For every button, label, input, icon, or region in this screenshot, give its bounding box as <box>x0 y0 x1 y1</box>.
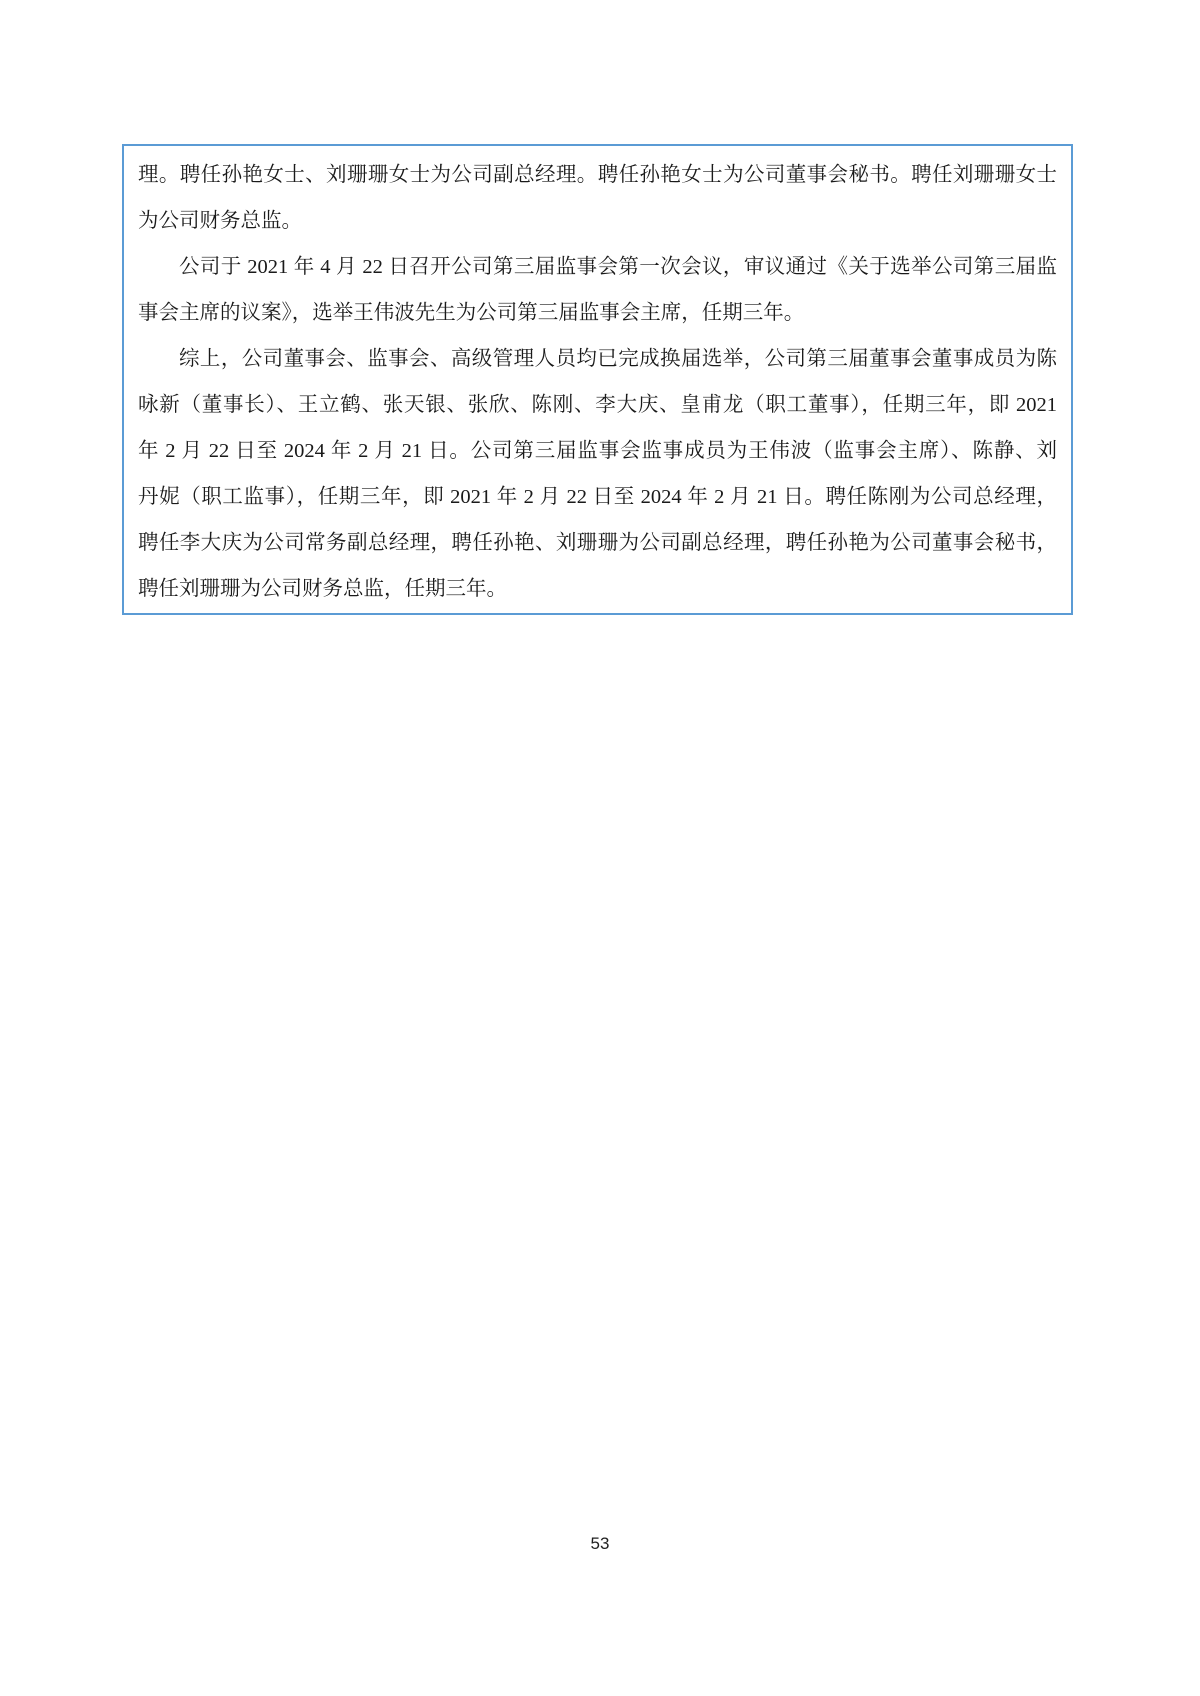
page-number: 53 <box>590 1534 610 1553</box>
text-line: 咏新（董事长）、王立鹤、张天银、张欣、陈刚、李大庆、皇甫龙（职工董事），任期三年，即 2021 <box>138 394 1057 416</box>
text-line: 丹妮（职工监事），任期三年，即 2021 年 2 月 22 日至 2024 年 2 月 21 日。聘任陈刚为公司总经理， <box>138 486 1057 508</box>
text-line: 事会主席的议案》，选举王伟波先生为公司第三届监事会主席，任期三年。 <box>138 302 805 324</box>
text-line: 理。聘任孙艳女士、刘珊珊女士为公司副总经理。聘任孙艳女士为公司董事会秘书。聘任刘珊珊女士 <box>138 164 1057 186</box>
text-line: 为公司财务总监。 <box>138 210 302 232</box>
paragraph-supervisory-meeting <box>138 244 1057 336</box>
paragraph-summary <box>138 336 1057 612</box>
text-line: 聘任刘珊珊为公司财务总监，任期三年。 <box>138 578 507 600</box>
text-line: 聘任李大庆为公司常务副总经理，聘任孙艳、刘珊珊为公司副总经理，聘任孙艳为公司董事会秘书， <box>138 532 1057 554</box>
paragraph-continuation <box>138 152 1057 244</box>
text-line: 公司于 2021 年 4 月 22 日召开公司第三届监事会第一次会议，审议通过《关于选举公司第三届监 <box>179 256 1057 278</box>
text-line: 年 2 月 22 日至 2024 年 2 月 21 日。公司第三届监事会监事成员为王伟波（监事会主席）、陈静、刘 <box>138 440 1057 462</box>
bordered-text-box <box>122 144 1073 615</box>
text-line: 综上，公司董事会、监事会、高级管理人员均已完成换届选举，公司第三届董事会董事成员为陈 <box>179 348 1057 370</box>
